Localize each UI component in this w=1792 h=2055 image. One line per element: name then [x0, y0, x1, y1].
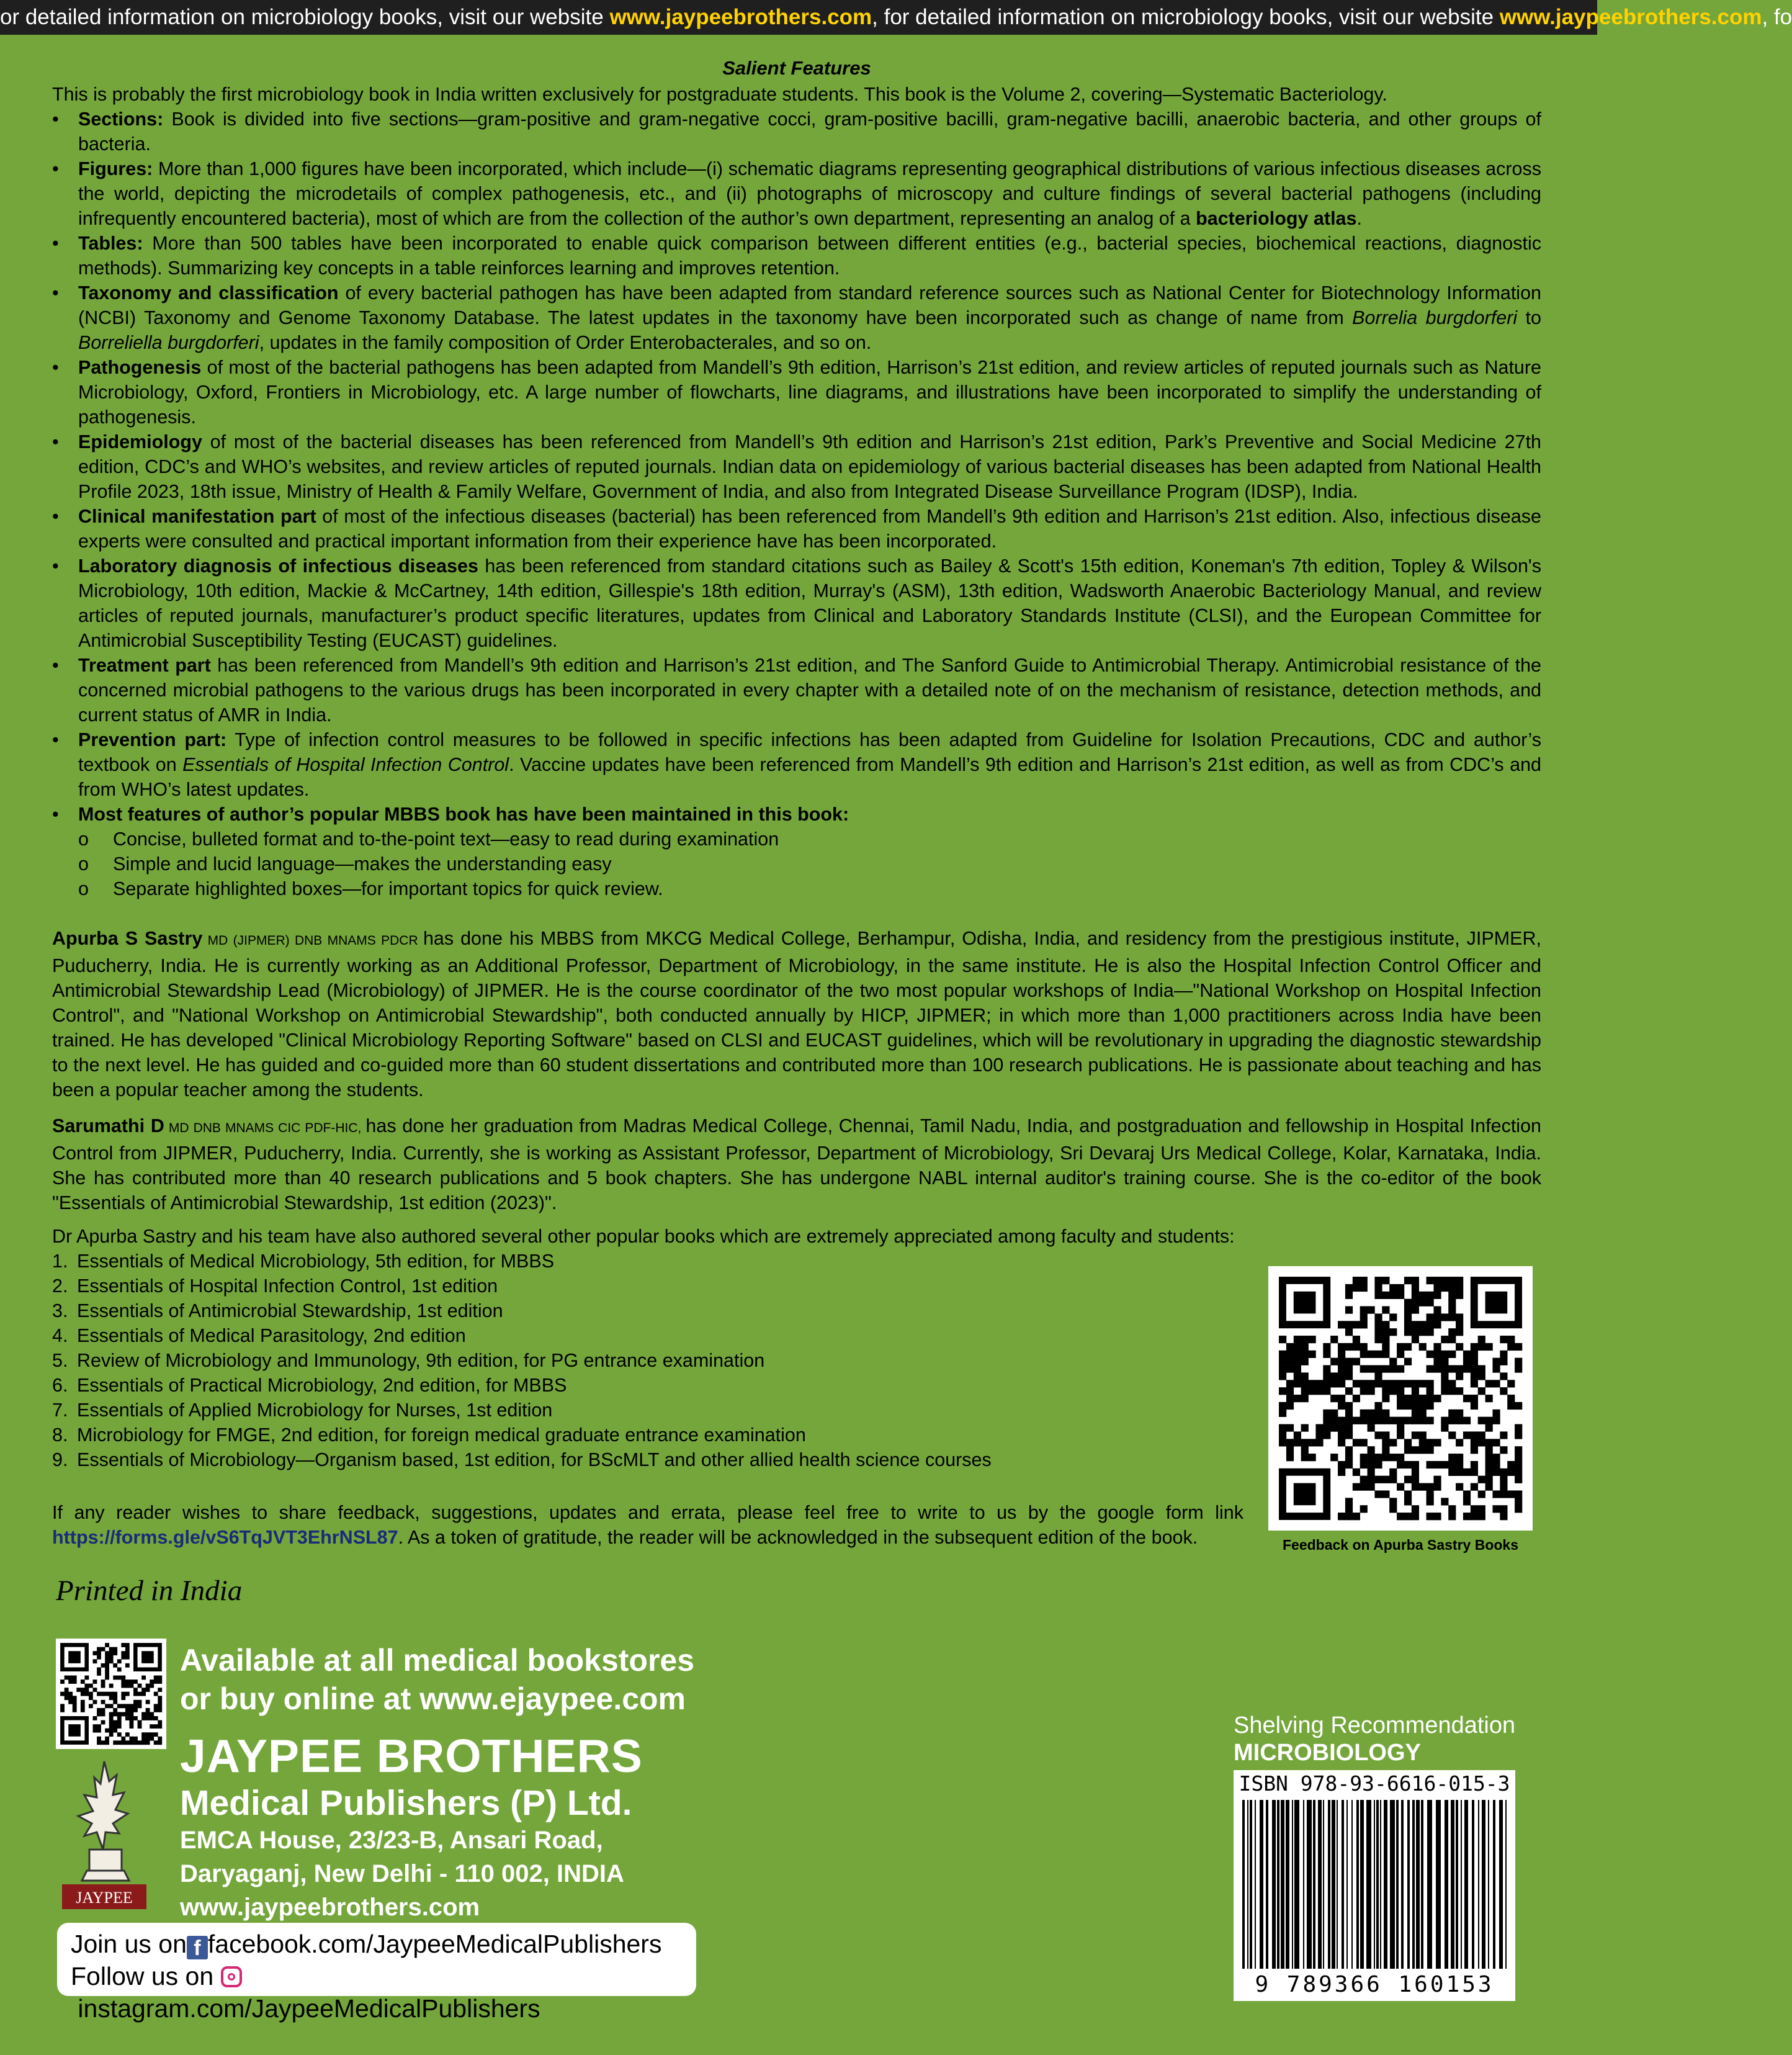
feature-italic: Essentials of Hospital Infection Control	[182, 754, 509, 775]
book-number: 7.	[52, 1400, 68, 1421]
feature-text: More than 500 tables have been incorporated to enable quick comparison between different entities (e.g., bacterial species, biochemical reactions, diagnostic methods). Summarizing key concepts in a table reinforces learning and improves retention.	[78, 233, 1541, 279]
feature-label: Tables:	[78, 233, 143, 254]
printed-in-india: Printed in India	[56, 1575, 243, 1607]
author2-name: Sarumathi D	[52, 1115, 164, 1136]
feature-text: Book is divided into five sections—gram-positive and gram-negative cocci, gram-positive bacilli, gram-negative bacilli, anaerobic bacteria, and other groups of bacteria.	[78, 109, 1541, 155]
qr-caption: Feedback on Apurba Sastry Books	[1282, 1537, 1519, 1553]
feature-label: Sections:	[78, 109, 164, 130]
qr-code-graphic	[56, 1639, 166, 1749]
other-books-intro: Dr Apurba Sastry and his team have also authored several other popular books which are extremely appreciated among faculty and students:	[52, 1226, 1235, 1247]
banner-text-b: , for detailed information on microbiology books, visit our website	[872, 5, 1500, 29]
feature-text: has been referenced from standard citations such as Bailey & Scott's 15th edition, Koneman's 7th edition, Topley & Wilson's Microbiology, 10th edition, Mackie & McCartney, 14th edition, Gillespie's 18th edition, Murray's (ASM), 13th edition, Wadsworth Anaerobic Bacteriology Manual, and review articles of reputed journals, manufacturer’s product specific literatures, updates from Clinical and Laboratory Standards Institute (CLSI), and the European Committee for Antimicrobial Susceptibility Testing (EUCAST) guidelines.	[78, 555, 1541, 651]
feature-item	[52, 554, 1541, 653]
feature-text: of every bacterial pathogen has have been adapted from standard reference sources such as National Center for Biotechnology Information (NCBI) Taxonomy and Genome Taxonomy Database. The latest updates in the taxonomy have been incorporated such as change of name from	[78, 282, 1541, 328]
feature-item	[52, 107, 1541, 156]
banner-site-link[interactable]: www.jaypeebrothers.com	[609, 5, 872, 29]
isbn-text: ISBN 978-93-6616-015-3	[1239, 1771, 1510, 1796]
jaypee-logo	[60, 1756, 149, 1912]
feature-label: Treatment part	[78, 655, 211, 676]
book-number: 2.	[52, 1275, 68, 1297]
salient-heading: Salient Features	[722, 57, 871, 79]
shelving-block	[1234, 1712, 1515, 1766]
book-number: 3.	[52, 1300, 68, 1321]
instagram-url[interactable]: instagram.com/JaypeeMedicalPublishers	[78, 1994, 540, 2023]
author1-name: Apurba S Sastry	[52, 928, 203, 949]
shelving-category: MICROBIOLOGY	[1234, 1740, 1421, 1766]
feature-mid: to	[1517, 307, 1541, 328]
feedback-text: If any reader wishes to share feedback, suggestions, updates and errata, please feel free to write to us by the google form link	[52, 1501, 1243, 1523]
book-number: 9.	[52, 1449, 68, 1470]
feature-bold-tail: bacteriology atlas	[1196, 208, 1357, 229]
barcode	[1234, 1770, 1515, 2001]
barcode-bars	[1234, 1770, 1515, 2001]
publisher-address-1: EMCA House, 23/23-B, Ansari Road,	[180, 1827, 603, 1854]
logo-text: JAYPEE	[76, 1889, 133, 1907]
feature-text: More than 1,000 figures have been incorporated, which include—(i) schematic diagrams representing geographical distributions of various infectious diseases across the world, depicting the microdetails of complex pathogenesis, etc., and (ii) photographs of microscopy and culture findings of several bacterial pathogens (including infrequently encountered bacteria), most of which are from the collection of the author’s own department, representing an analog of a	[78, 158, 1541, 229]
book-title: Microbiology for FMGE, 2nd edition, for foreign medical graduate entrance examination	[77, 1424, 806, 1446]
author1-degrees: MD (JIPMER) DNB MNAMS PDCR	[202, 933, 423, 948]
feedback-qr-code[interactable]	[1268, 1266, 1533, 1531]
book-title: Essentials of Medical Parasitology, 2nd edition	[77, 1325, 466, 1346]
barcode-digits: 9 789366 160153	[1255, 1972, 1494, 1997]
salient-intro: This is probably the first microbiology book in India written exclusively for postgraduate students. This book is the Volume 2, covering—Systematic Bacteriology.	[52, 84, 1387, 105]
feature-label: Laboratory diagnosis of infectious diseases	[78, 555, 478, 577]
book-number: 8.	[52, 1424, 68, 1446]
feature-text: Type of infection control measures to be followed in specific infections has been adapted from Guideline for Isolation Precautions, CDC and author’s textbook on	[78, 729, 1542, 775]
availability-line-1: Available at all medical bookstores	[180, 1643, 695, 1678]
feature-text: of most of the infectious diseases (bacterial) has been referenced from Mandell’s 9th edition and Harrison’s 21st edition. Also, infectious disease experts were consulted and practical important information from their experience have has been incorporated.	[78, 506, 1541, 552]
book-number: 4.	[52, 1325, 68, 1346]
feature-item	[52, 231, 1541, 281]
social-box	[57, 1923, 696, 2023]
top-banner	[0, 0, 1792, 35]
sub-feature-item: o Simple and lucid language—makes the understanding easy	[78, 852, 1541, 876]
banner-text-c: , fo	[1762, 5, 1792, 29]
feedback-form-link[interactable]: https://forms.gle/vS6TqJVT3EhrNSL87	[52, 1526, 398, 1548]
feedback-paragraph	[52, 1500, 1243, 1550]
feature-label: Taxonomy and classification	[78, 282, 339, 304]
feature-item	[52, 355, 1541, 429]
main-content	[52, 50, 1541, 1472]
publisher-block	[180, 1729, 643, 1924]
feature-label: Clinical manifestation part	[78, 506, 316, 527]
author2-bio-text: has done her graduation from Madras Medical College, Chennai, Tamil Nadu, India, and postgraduation and fellowship in Hospital Infection Control from JIPMER, Puducherry, India. Currently, she is working as Assistant Professor, Department of Microbiology, Sri Devaraj Urs Medical College, Kolar, Karnataka, India. She has contributed more than 40 research publications and 5 book chapters. She has undergone NABL internal auditor's training course. She is the co-editor of the book "Essentials of Antimicrobial Stewardship, 1st edition (2023)".	[52, 1115, 1542, 1213]
book-title: Essentials of Practical Microbiology, 2nd edition, for MBBS	[77, 1375, 567, 1396]
feature-tail: .	[1356, 208, 1362, 229]
publisher-name: JAYPEE BROTHERS	[180, 1730, 643, 1782]
logo-icon	[60, 1756, 149, 1912]
feature-item	[52, 653, 1541, 727]
author1-bio-text: has done his MBBS from MKCG Medical College, Berhampur, Odisha, India, and residency from the prestigious institute, JIPMER, Puducherry, India. He is currently working as an Additional Professor, Department of Microbiology, in the same institute. He is also the Hospital Infection Control Officer and Antimicrobial Stewardship Lead (Microbiology) of JIPMER. He is the course coordinator of the two most popular workshops of India—"National Workshop on Hospital Infection Control", and "National Workshop on Antimicrobial Stewardship", both conducted annually by HICP, JIPMER; in which more than 1,000 practitioners across India have been trained. He has developed "Clinical Microbiology Reporting Software" based on CLSI and EUCAST guidelines, which will be revolutionary in upgrading the diagnostic stewardship to the next level. He has guided and co-guided more than 60 student dissertations and contributed more than 100 research publications. He is passionate about teaching and has been a popular teacher among the students.	[52, 928, 1541, 1100]
feature-item	[52, 727, 1541, 802]
sub-feature-item: o Separate highlighted boxes—for important topics for quick review.	[78, 876, 1541, 901]
publisher-website[interactable]: www.jaypeebrothers.com	[180, 1894, 480, 1921]
publisher-subname: Medical Publishers (P) Ltd.	[180, 1783, 632, 1823]
shelving-label: Shelving Recommendation	[1234, 1712, 1516, 1738]
facebook-line[interactable]	[71, 1928, 696, 1960]
feature-item	[52, 504, 1541, 554]
book-title: Essentials of Antimicrobial Stewardship, 1st edition	[77, 1300, 503, 1321]
feature-item	[52, 429, 1541, 504]
feature-item	[52, 156, 1541, 231]
facebook-icon: f	[187, 1936, 208, 1959]
author2-bio	[52, 1113, 1541, 1215]
sub-feature-list	[78, 827, 1541, 901]
book-number: 5.	[52, 1350, 68, 1371]
feature-text: has been referenced from Mandell’s 9th edition and Harrison’s 21st edition, and The Sanford Guide to Antimicrobial Therapy. Antimicrobial resistance of the concerned microbial pathogens to the various drugs has been incorporated in every chapter with a detailed note of on the mechanism of resistance, detection methods, and current status of AMR in India.	[78, 655, 1541, 726]
author2-degrees: MD DNB MNAMS CIC PDF-HIC,	[164, 1121, 366, 1135]
instagram-line[interactable]	[71, 1960, 696, 2025]
qr-code-graphic	[1268, 1266, 1533, 1531]
instagram-prefix: Follow us on	[71, 1962, 214, 1990]
publisher-address-2: Daryaganj, New Delhi - 110 002, INDIA	[180, 1860, 624, 1887]
feature-item	[52, 281, 1541, 355]
feature-tail: . Vaccine updates have been referenced from Mandell’s 9th edition and Harrison’s 21st edition, as well as from CDC’s and from WHO’s latest updates.	[78, 754, 1541, 800]
feature-label: Figures:	[78, 158, 153, 179]
feature-tail: , updates in the family composition of Order Enterobacterales, and so on.	[259, 332, 872, 353]
sub-feature-item: o Concise, bulleted format and to-the-point text—easy to read during examination	[78, 827, 1541, 852]
book-title: Essentials of Applied Microbiology for Nurses, 1st edition	[77, 1400, 553, 1421]
feature-text: of most of the bacterial diseases has been referenced from Mandell’s 9th edition and Harrison’s 21st edition, Park’s Preventive and Social Medicine 27th edition, CDC’s and WHO’s websites, and review articles of reputed journals. Indian data on epidemiology of various bacterial diseases has been adapted from National Health Profile 2023, 18th issue, Ministry of Health & Family Welfare, Government of India, and also from Integrated Disease Surveillance Program (IDSP), India.	[78, 431, 1541, 502]
feature-item	[52, 802, 1541, 901]
book-title: Essentials of Medical Microbiology, 5th edition, for MBBS	[77, 1251, 555, 1272]
author1-bio	[52, 926, 1541, 1102]
store-qr-code[interactable]	[56, 1639, 166, 1749]
availability-text	[180, 1641, 694, 1718]
feature-label: Epidemiology	[78, 431, 202, 452]
feature-label: Pathogenesis	[78, 357, 202, 378]
book-number: 1.	[52, 1251, 68, 1272]
facebook-url[interactable]: facebook.com/JaypeeMedicalPublishers	[207, 1930, 662, 1958]
feature-label: Prevention part:	[78, 729, 227, 750]
feature-list	[52, 107, 1541, 901]
feature-italic: Borrelia burgdorferi	[1352, 307, 1518, 328]
book-title: Essentials of Hospital Infection Control, 1st edition	[77, 1275, 498, 1297]
book-title: Review of Microbiology and Immunology, 9th edition, for PG entrance examination	[77, 1350, 765, 1371]
facebook-prefix: Join us on	[71, 1930, 187, 1958]
instagram-icon	[221, 1966, 242, 1987]
banner-site-link-2[interactable]: www.jaypeebrothers.com	[1499, 5, 1762, 29]
feature-label: Most features of author’s popular MBBS book has have been maintained in this book:	[78, 804, 849, 825]
feature-italic: Borreliella burgdorferi	[78, 332, 259, 353]
availability-line-2[interactable]: or buy online at www.ejaypee.com	[180, 1681, 686, 1716]
feature-text: of most of the bacterial pathogens has been adapted from Mandell’s 9th edition, Harrison’s 21st edition, and review articles of reputed journals such as Nature Microbiology, Oxford, Frontiers in Microbiology, etc. A large number of flowcharts, line diagrams, and illustrations have been incorporated to simplify the understanding of pathogenesis.	[78, 357, 1541, 428]
banner-text-a: or detailed information on microbiology books, visit our website	[0, 5, 610, 29]
book-number: 6.	[52, 1375, 68, 1396]
feedback-tail: . As a token of gratitude, the reader will be acknowledged in the subsequent edition of the book.	[398, 1526, 1198, 1548]
book-title: Essentials of Microbiology—Organism based, 1st edition, for BScMLT and other allied health science courses	[77, 1449, 992, 1470]
